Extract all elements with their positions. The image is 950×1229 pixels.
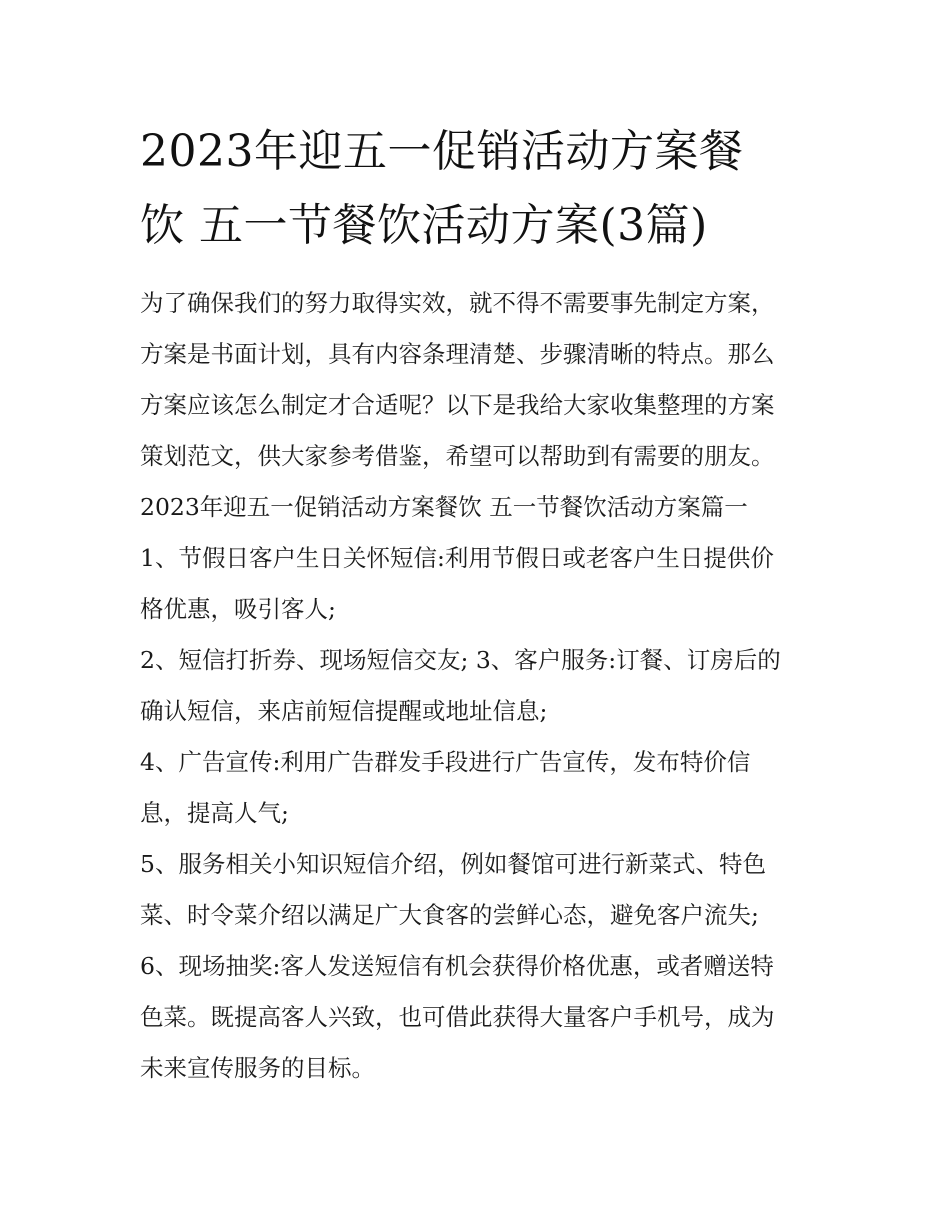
section-heading: 2023年迎五一促销活动方案餐饮 五一节餐饮活动方案篇一	[140, 493, 748, 521]
body-line: 方案应该怎么制定才合适呢？以下是我给大家收集整理的方案	[140, 391, 775, 419]
title-line: 饮 五一节餐饮活动方案(3篇)	[140, 200, 708, 251]
list-item-line: 2、短信打折券、现场短信交友; 3、客户服务:订餐、订房后的	[140, 646, 781, 674]
list-item-line: 格优惠，吸引客人;	[140, 595, 336, 623]
list-item-line: 确认短信，来店前短信提醒或地址信息;	[140, 697, 548, 725]
list-item-line: 1、节假日客户生日关怀短信:利用节假日或老客户生日提供价	[140, 544, 774, 572]
list-item-line: 息，提高人气;	[140, 799, 289, 827]
title-line: 2023年迎五一促销活动方案餐	[140, 126, 744, 177]
list-item-line: 菜、时令菜介绍以满足广大食客的尝鲜心态，避免客户流失;	[140, 901, 759, 929]
list-item-line: 4、广告宣传:利用广告群发手段进行广告宣传，发布特价信	[140, 748, 751, 776]
body-line: 方案是书面计划，具有内容条理清楚、步骤清晰的特点。那么	[140, 340, 775, 368]
list-item-line: 色菜。既提高客人兴致，也可借此获得大量客户手机号，成为	[140, 1003, 775, 1031]
list-item-line: 6、现场抽奖:客人发送短信有机会获得价格优惠，或者赠送特	[140, 952, 774, 980]
list-item-line: 5、服务相关小知识短信介绍，例如餐馆可进行新菜式、特色	[140, 850, 766, 878]
body-line: 为了确保我们的努力取得实效，就不得不需要事先制定方案，	[140, 289, 775, 317]
document-title	[140, 115, 820, 263]
list-item-line: 未来宣传服务的目标。	[140, 1054, 375, 1082]
document-body	[140, 278, 820, 1094]
body-line: 策划范文，供大家参考借鉴，希望可以帮助到有需要的朋友。	[140, 442, 775, 470]
